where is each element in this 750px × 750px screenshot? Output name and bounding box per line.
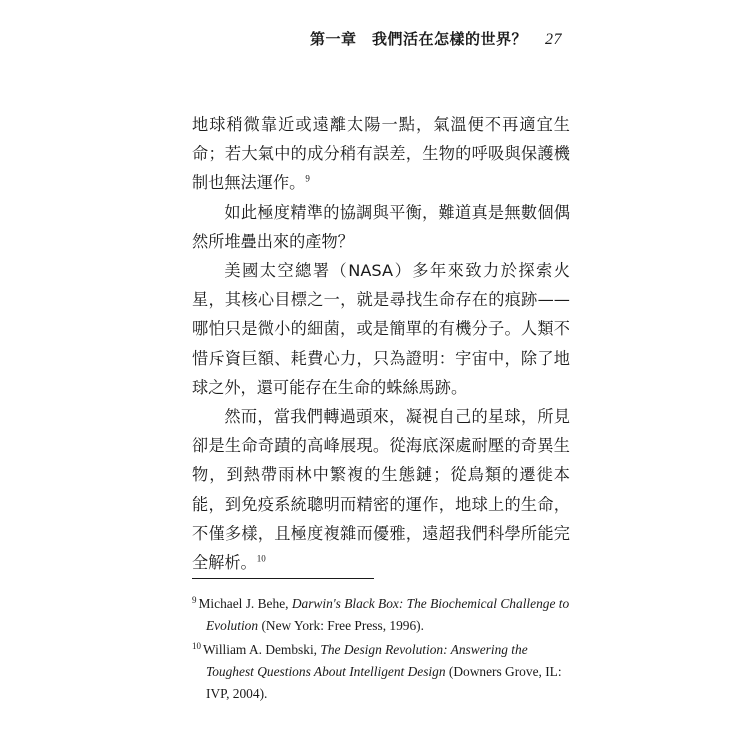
page-number: 27 [545, 31, 562, 48]
footnote-number: 9 [192, 594, 197, 605]
footnote-number: 10 [192, 640, 201, 651]
footnote-publication: (Downers Grove, IL: IVP, 2004). [206, 664, 562, 701]
footnote-ref-9: 9 [305, 174, 310, 185]
chapter-title: 第一章 我們活在怎樣的世界？ [309, 30, 527, 48]
paragraph-1-text: 地球稍微靠近或遠離太陽一點，氣溫便不再適宜生命；若大氣中的成分稍有誤差，生物的呼吸與保護機制也無法運作。 [192, 115, 570, 193]
footnote-9 [192, 593, 572, 637]
paragraph-1 [192, 110, 570, 198]
paragraph-3 [192, 256, 570, 402]
paragraph-2-text: 如此極度精準的協調與平衡，難道真是無數個偶然所堆疊出來的產物？ [192, 202, 570, 251]
footnote-author: William A. Dembski, [203, 642, 318, 657]
paragraph-4 [192, 402, 570, 577]
body-text [192, 110, 570, 577]
footnote-publication: (New York: Free Press, 1996). [261, 618, 424, 633]
running-head [310, 28, 562, 49]
paragraph-2 [192, 198, 570, 256]
paragraph-3-text: 美國太空總署（NASA）多年來致力於探索火星，其核心目標之一，就是尋找生命存在的痕跡——哪怕只是微小的細菌，或是簡單的有機分子。人類不惜斥資巨額、耗費心力，只為證明：宇宙中，除了地球之外，還可能存在生命的蛛絲馬跡。 [192, 261, 570, 397]
footnote-divider [192, 578, 374, 579]
footnote-book-title: Darwin's Black Box: The Biochemical Challenge to Evolution [206, 596, 570, 633]
footnote-book-title: The Design Revolution: Answering the Toughest Questions About Intelligent Design [206, 642, 528, 679]
footnote-10 [192, 639, 572, 705]
footnotes [192, 593, 572, 707]
footnote-author: Michael J. Behe, [198, 596, 289, 611]
footnote-ref-10: 10 [256, 553, 266, 564]
paragraph-4-text: 然而，當我們轉過頭來，凝視自己的星球，所見卻是生命奇蹟的高峰展現。從海底深處耐壓的奇異生物，到熱帶雨林中繁複的生態鏈；從鳥類的遷徙本能，到免疫系統聰明而精密的運作，地球上的生命，不僅多樣，且極度複雜而優雅，遠超我們科學所能完全解析。 [192, 407, 570, 573]
